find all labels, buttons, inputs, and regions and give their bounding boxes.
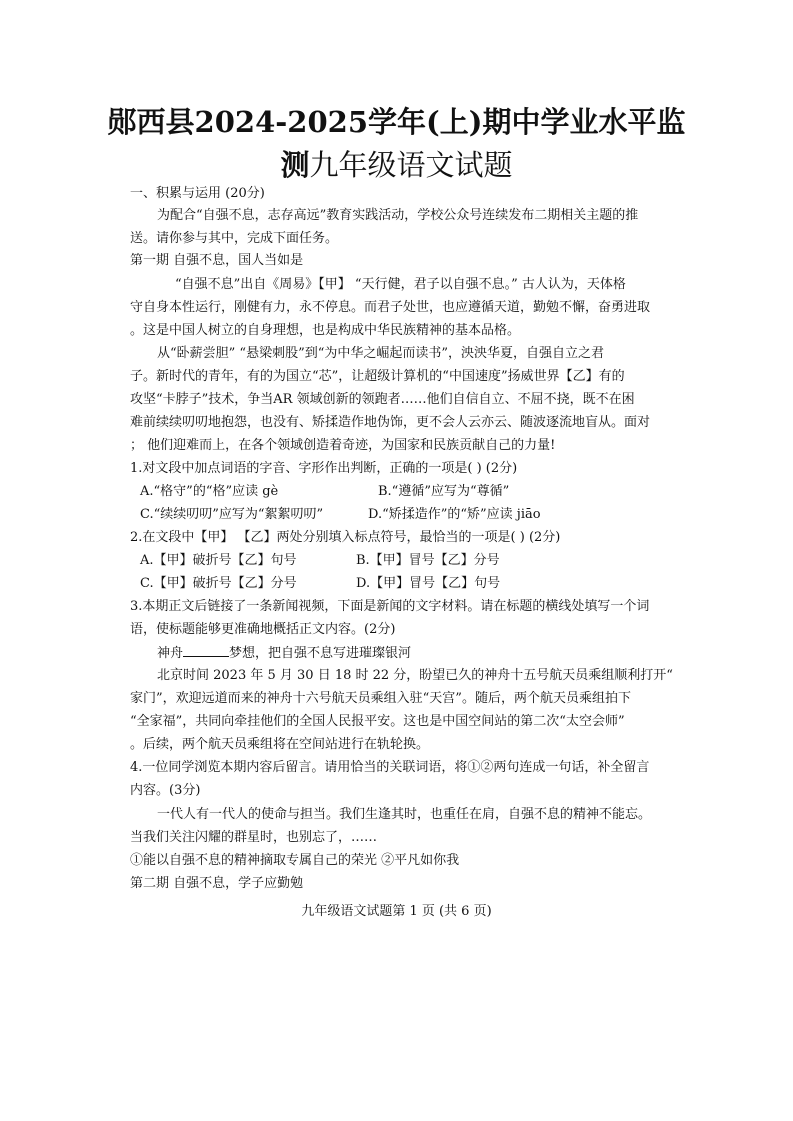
paragraph1-line-2: 守自身本性运行，刚健有力，永不停息。而君子处世，也应遵循天道，勤勉不懈，奋勇进取	[130, 300, 651, 315]
question1-option-d: D.“矫揉造作”的“矫”应读 jiāo	[368, 507, 541, 522]
question3-stem-line-2: 语，使标题能够更准确地概括正文内容。(2分)	[130, 622, 396, 637]
paragraph2-line-2: 子。新时代的青年，有的为国立“芯”，让超级计算机的“中国速度”扬威世界【乙】有的	[130, 369, 625, 384]
question3-headline	[157, 644, 697, 663]
exam-title-line2	[0, 143, 793, 184]
issue2-title: 第二期 自强不息，学子应勤勉	[130, 876, 304, 891]
news-line-1: 北京时间 2023 年 5 月 30 日 18 时 22 分，盼望已久的神舟十五号航天员乘组顺利打开“	[157, 668, 673, 683]
paragraph2-line-1: 从“卧薪尝胆” “悬梁刺股”到“为中华之崛起而读书”，泱泱华夏，自强自立之君	[157, 346, 605, 361]
paragraph2-line-3: 攻坚“卡脖子”技术，争当AR 领域创新的领跑者……他们自信自立、不屈不挠，既不在困	[130, 392, 635, 407]
news-line-2: 家门”，欢迎远道而来的神舟十六号航天员乘组入驻“天宫”。随后，两个航天员乘组拍下	[130, 691, 631, 706]
exam-title-line2-rest: 九年级语文试题	[309, 148, 513, 182]
headline-suffix: 梦想，把自强不息写进璀璨银河	[229, 646, 412, 661]
question1-option-c: C.“续续叨叨”应写为“絮絮叨叨”	[140, 507, 324, 522]
page-footer: 九年级语文试题第 1 页 (共 6 页)	[301, 904, 492, 919]
exam-title-line1: 郧西县2024-2025学年(上)期中学业水平监	[107, 105, 686, 139]
paragraph1-line-1: “自强不息”出自《周易》【甲】 “天行健，君子以自强不息。” 古人认为，天体格	[175, 277, 626, 292]
headline-blank[interactable]	[183, 644, 229, 657]
question4-stem-line-2: 内容。(3分)	[130, 783, 201, 798]
message-line-1: 一代人有一代人的使命与担当。我们生逢其时，也重任在肩，自强不息的精神不能忘。	[157, 807, 652, 822]
question4-stem-line-1: 4.一位同学浏览本期内容后留言。请用恰当的关联词语，将①②两句连成一句话，补全留言	[130, 760, 650, 775]
intro-line-2: 送。请你参与其中，完成下面任务。	[130, 231, 339, 246]
question1-option-b: B.“遵循”应写为“尊循”	[378, 484, 510, 499]
exam-title-line2-bold: 测	[280, 148, 310, 182]
paragraph2-line-5: ； 他们迎难而上，在各个领域创造着奇迹，为国家和民族贡献自己的力量!	[130, 438, 556, 453]
question1-option-a: A.“格守”的“格”应读 gè	[140, 484, 279, 499]
headline-prefix: 神舟	[157, 646, 184, 661]
paragraph1-line-3: 。这是中国人树立的自身理想，也是构成中华民族精神的基本品格。	[130, 323, 521, 338]
question2-option-a: A.【甲】破折号【乙】句号	[140, 553, 297, 568]
question2-option-c: C.【甲】破折号【乙】分号	[140, 576, 297, 591]
news-line-4: 。后续，两个航天员乘组将在空间站进行在轨轮换。	[130, 737, 430, 752]
issue1-title: 第一期 自强不息，国人当如是	[130, 253, 304, 268]
paragraph2-line-4: 难前续续叨叨地抱怨，也没有、矫揉造作地伪饰，更不会人云亦云、随波逐流地盲从。面对	[130, 415, 651, 430]
question2-option-b: B.【甲】冒号【乙】分号	[356, 553, 500, 568]
question1-stem: 1.对文段中加点词语的字音、字形作出判断，正确的一项是( ) (2分)	[130, 461, 518, 476]
question2-option-d: D.【甲】冒号【乙】句号	[356, 576, 501, 591]
question4-items: ①能以自强不息的精神摘取专属自己的荣光 ②平凡如你我	[130, 853, 460, 868]
question2-stem: 2.在文段中【甲】 【乙】两处分别填入标点符号，最恰当的一项是( ) (2分)	[130, 530, 561, 545]
section-heading: 一、积累与运用 (20分)	[130, 186, 265, 201]
intro-line-1: 为配合“自强不息，志存高远”教育实践活动，学校公众号连续发布二期相关主题的推	[157, 208, 639, 223]
message-line-2: 当我们关注闪耀的群星时，也别忘了，……	[130, 830, 378, 845]
question3-stem-line-1: 3.本期正文后链接了一条新闻视频，下面是新闻的文字材料。请在标题的横线处填写一个词	[130, 599, 650, 614]
news-line-3: “全家福”，共同向牵挂他们的全国人民报平安。这也是中国空间站的第二次“太空会师”	[130, 714, 625, 729]
